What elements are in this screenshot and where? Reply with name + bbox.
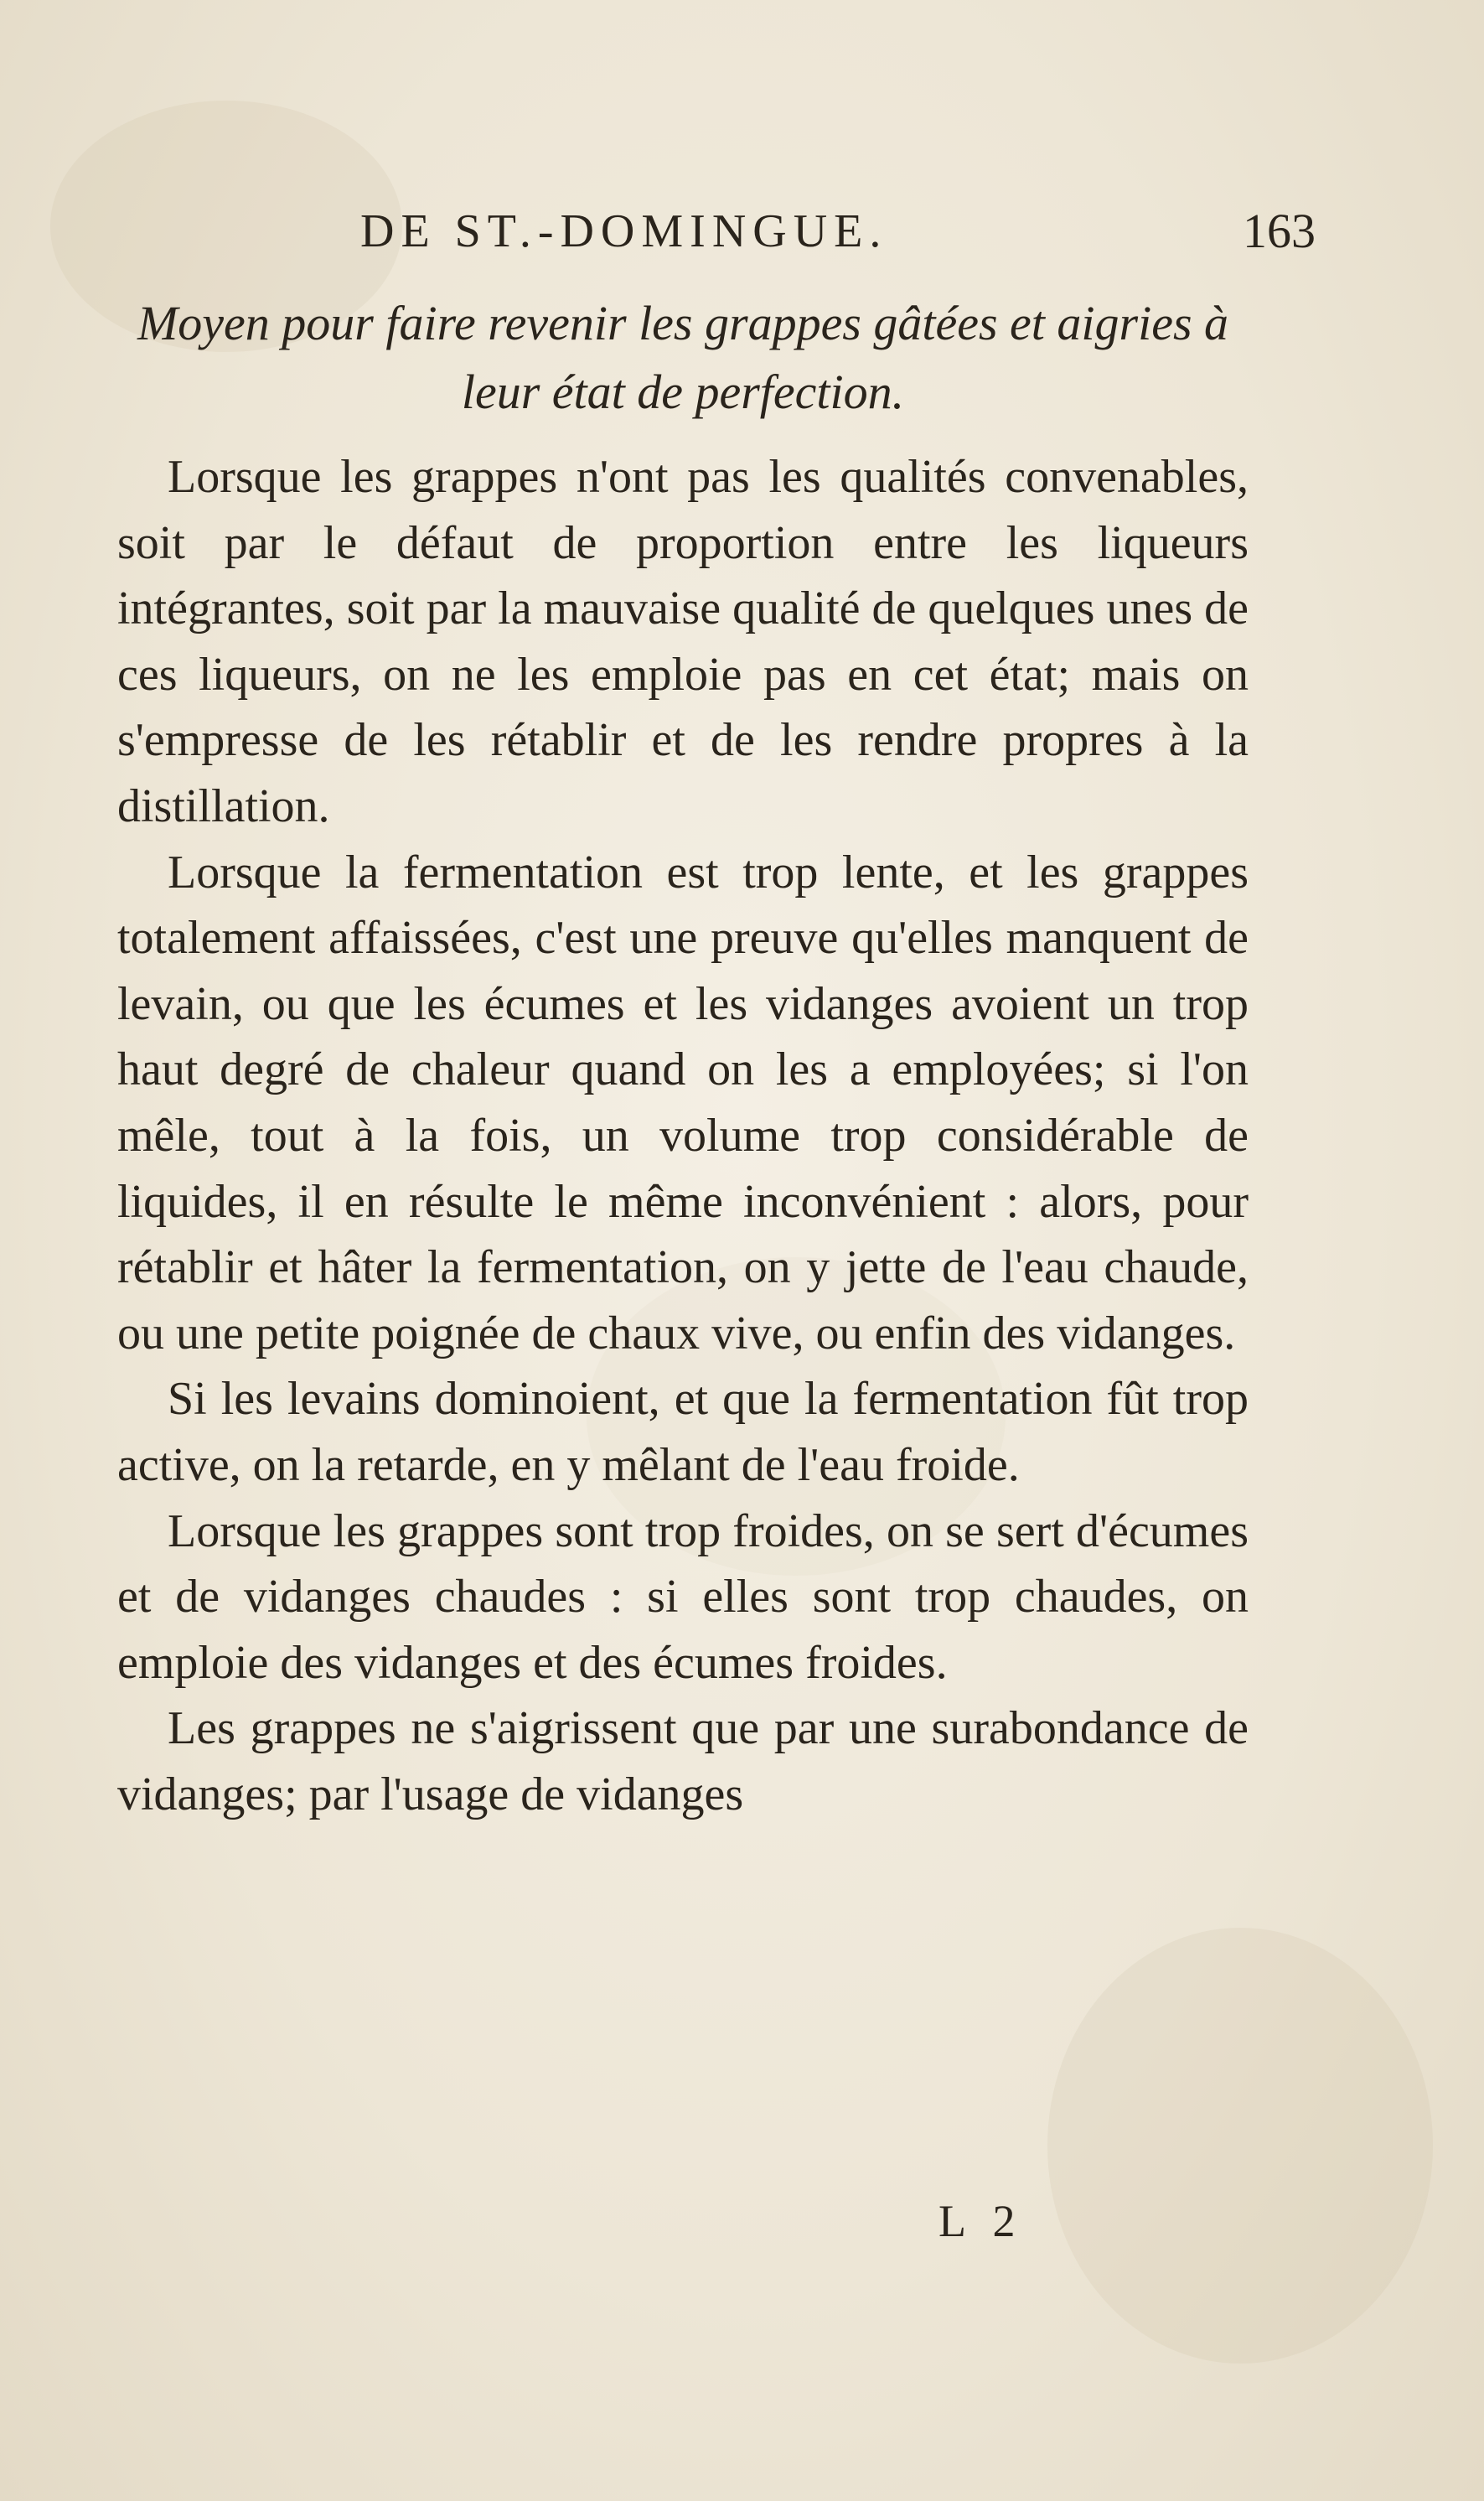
running-head xyxy=(117,198,1316,265)
signature-mark: L 2 xyxy=(938,2196,1024,2246)
section-heading: Moyen pour faire revenir les grappes gâtées et aigries à leur état de perfection. xyxy=(137,296,1229,419)
paragraph-1: Lorsque les grappes n'ont pas les qualités convenables, soit par le défaut de proportion entre les liqueurs intégrantes, soit par la mauvaise qualité de quelques unes de ces liqueurs, on ne les emploie pas en cet état; mais on s'empresse de les rétablir et de les rendre propres à la distillation. xyxy=(117,451,1249,832)
paragraph-2: Lorsque la fermentation est trop lente, et les grappes totalement affaissées, c'est une preuve qu'elles manquent de levain, ou que les écumes et les vidanges avoient un trop haut degré de chaleur quand on les a employées; si l'on mêle, tout à la fois, un volume trop considérable de liquides, il en résulte le même inconvénient : alors, pour rétablir et hâter la fermentation, on y jette de l'eau chaude, ou une petite poignée de chaux vive, ou enfin des vidanges. xyxy=(117,846,1249,1359)
running-title: DE ST.-DOMINGUE. xyxy=(360,205,888,257)
paragraph-3: Si les levains dominoient, et que la fermentation fût trop active, on la retarde, en y mêlant de l'eau froide. xyxy=(117,1373,1249,1491)
paper-stain xyxy=(1047,1928,1433,2364)
paragraph-4: Lorsque les grappes sont trop froides, on se sert d'écumes et de vidanges chaudes : si elles sont trop chaudes, on emploie des vidanges et des écumes froides. xyxy=(117,1504,1249,1689)
paragraph-5: Les grappes ne s'aigrissent que par une surabondance de vidanges; par l'usage de vidanges xyxy=(117,1702,1249,1820)
page-number: 163 xyxy=(1243,204,1316,258)
body-text xyxy=(117,444,1249,1827)
